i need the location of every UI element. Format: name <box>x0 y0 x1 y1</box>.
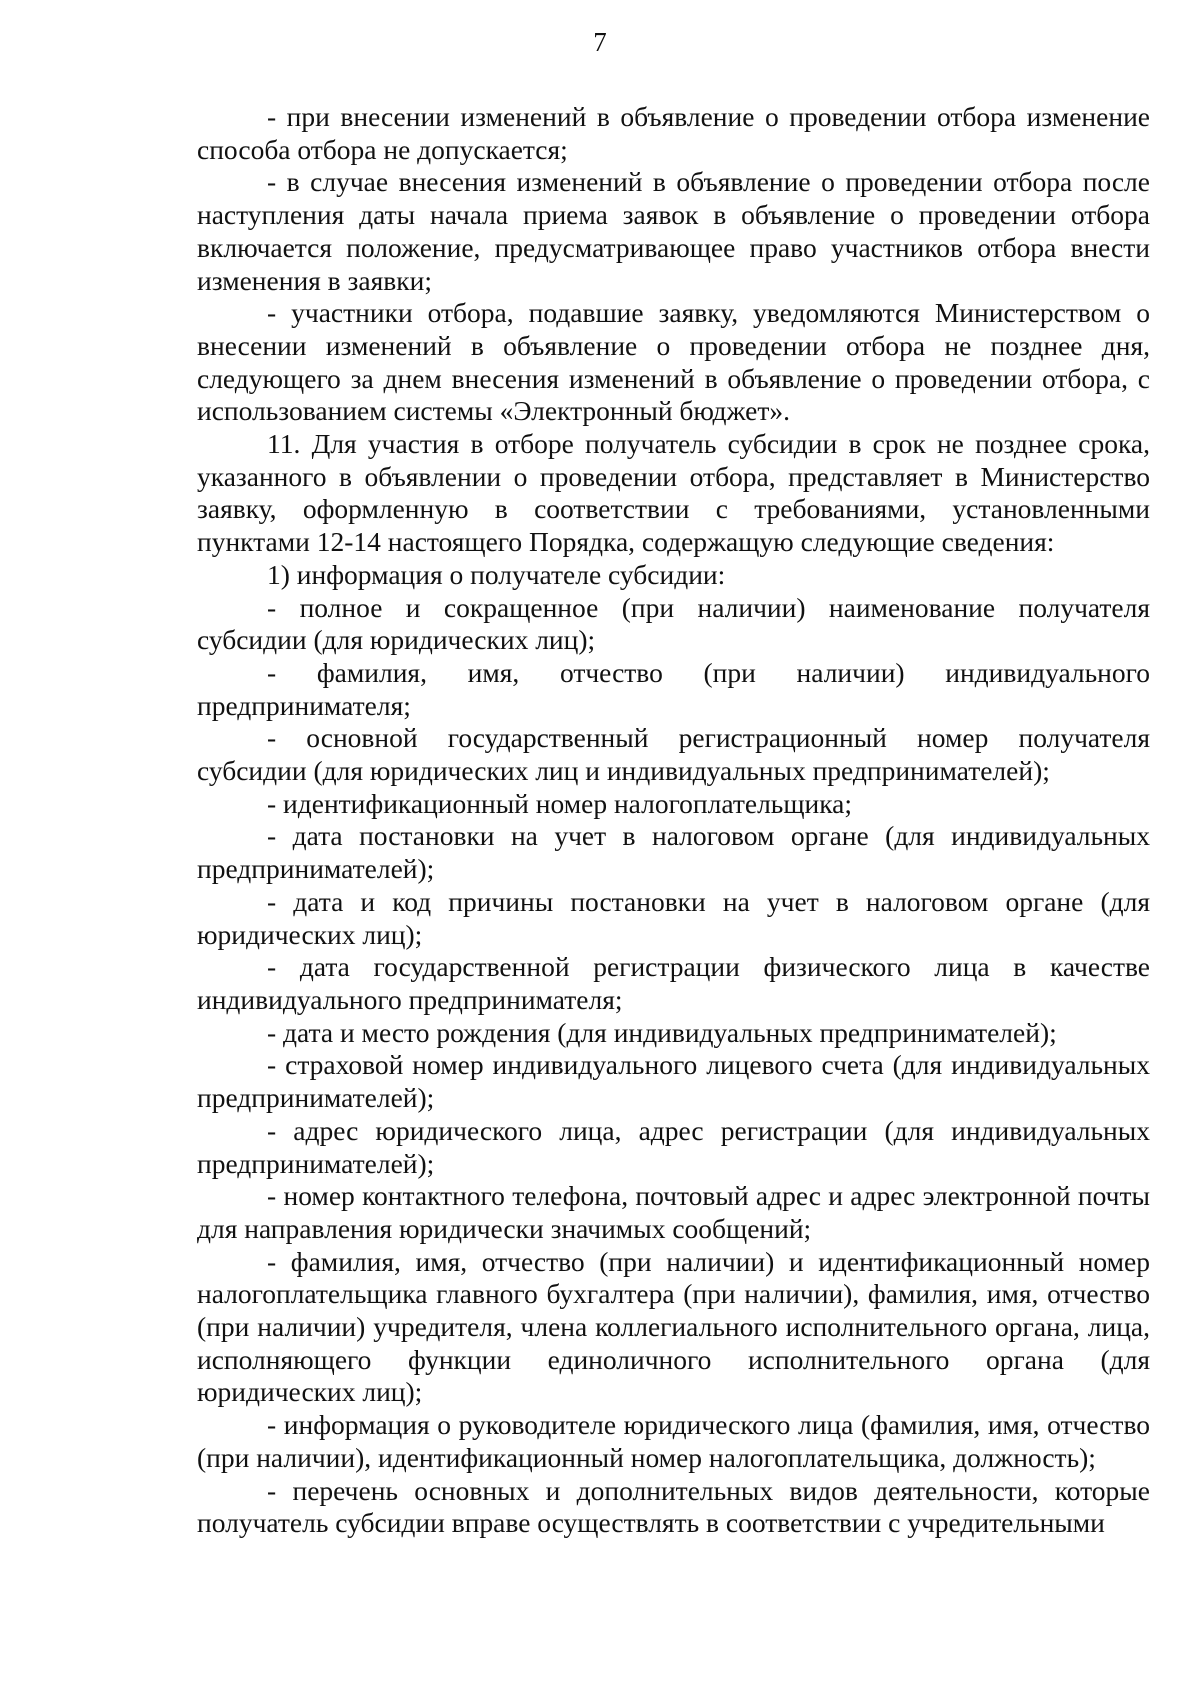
list-item-state-registration-date: - дата государственной регистрации физического лица в качестве индивидуального предпринимателя; <box>197 951 1150 1015</box>
list-item-full-name: - полное и сокращенное (при наличии) наименование получателя субсидии (для юридических лиц); <box>197 591 1150 656</box>
list-item-contacts: - номер контактного телефона, почтовый адрес и адрес электронной почты для направления юридически значимых сообщений; <box>197 1180 1150 1244</box>
list-item-officers: - фамилия, имя, отчество (при наличии) и идентификационный номер налогоплательщика главного бухгалтера (при наличии), фамилия, имя, отчество (при наличии) учредителя, члена коллегиального исполнительного органа, лица, исполняющего функции единоличного исполнительного органа (для юридических лиц); <box>197 1245 1150 1408</box>
list-item-birth-info: - дата и место рождения (для индивидуальных предпринимателей); <box>267 1016 1057 1048</box>
list-item-kpp: - дата и код причины постановки на учет в налоговом органе (для юридических лиц); <box>197 885 1150 950</box>
list-item-head-info: - информация о руководителе юридического лица (фамилия, имя, отчество (при наличии), идентификационный номер налогоплательщика, должность); <box>197 1409 1150 1473</box>
page-number: 7 <box>593 27 607 57</box>
list-item-activities: - перечень основных и дополнительных видов деятельности, которые получатель субсидии вправе осуществлять в соответствии с учредительными <box>197 1474 1150 1539</box>
document-body <box>197 101 1150 1540</box>
list-item-ogrn: - основной государственный регистрационный номер получателя субсидии (для юридических лиц и индивидуальных предпринимателей); <box>197 722 1150 787</box>
paragraph-participants-notified: - участники отбора, подавшие заявку, уведомляются Министерством о внесении изменений в объявление о проведении отбора не позднее дня, следующего за днем внесения изменений в объявление о проведении отбора, с использованием системы «Электронный бюджет». <box>197 297 1150 427</box>
list-item-entrepreneur-name: - фамилия, имя, отчество (при наличии) индивидуального предпринимателя; <box>197 656 1150 721</box>
paragraph-recipient-info: 1) информация о получателе субсидии: <box>267 558 726 590</box>
list-item-address: - адрес юридического лица, адрес регистрации (для индивидуальных предпринимателей); <box>197 1114 1150 1179</box>
list-item-inn: - идентификационный номер налогоплательщика; <box>267 787 853 819</box>
paragraph-selection-method: - при внесении изменений в объявление о проведении отбора изменение способа отбора не допускается; <box>197 101 1150 165</box>
paragraph-changes-after-start: - в случае внесения изменений в объявление о проведении отбора после наступления даты начала приема заявок в объявление о проведении отбора включается положение, предусматривающее право участников отбора внести изменения в заявки; <box>197 166 1150 296</box>
list-item-snils: - страховой номер индивидуального лицевого счета (для индивидуальных предпринимателей); <box>197 1049 1150 1114</box>
paragraph-section-11: 11. Для участия в отборе получатель субсидии в срок не позднее срока, указанного в объявлении о проведении отбора, представляет в Министерство заявку, оформленную в соответствии с требованиями, установленными пунктами 12-14 настоящего Порядка, содержащую следующие сведения: <box>197 428 1150 558</box>
list-item-tax-registration-date: - дата постановки на учет в налоговом органе (для индивидуальных предпринимателей); <box>197 820 1150 885</box>
